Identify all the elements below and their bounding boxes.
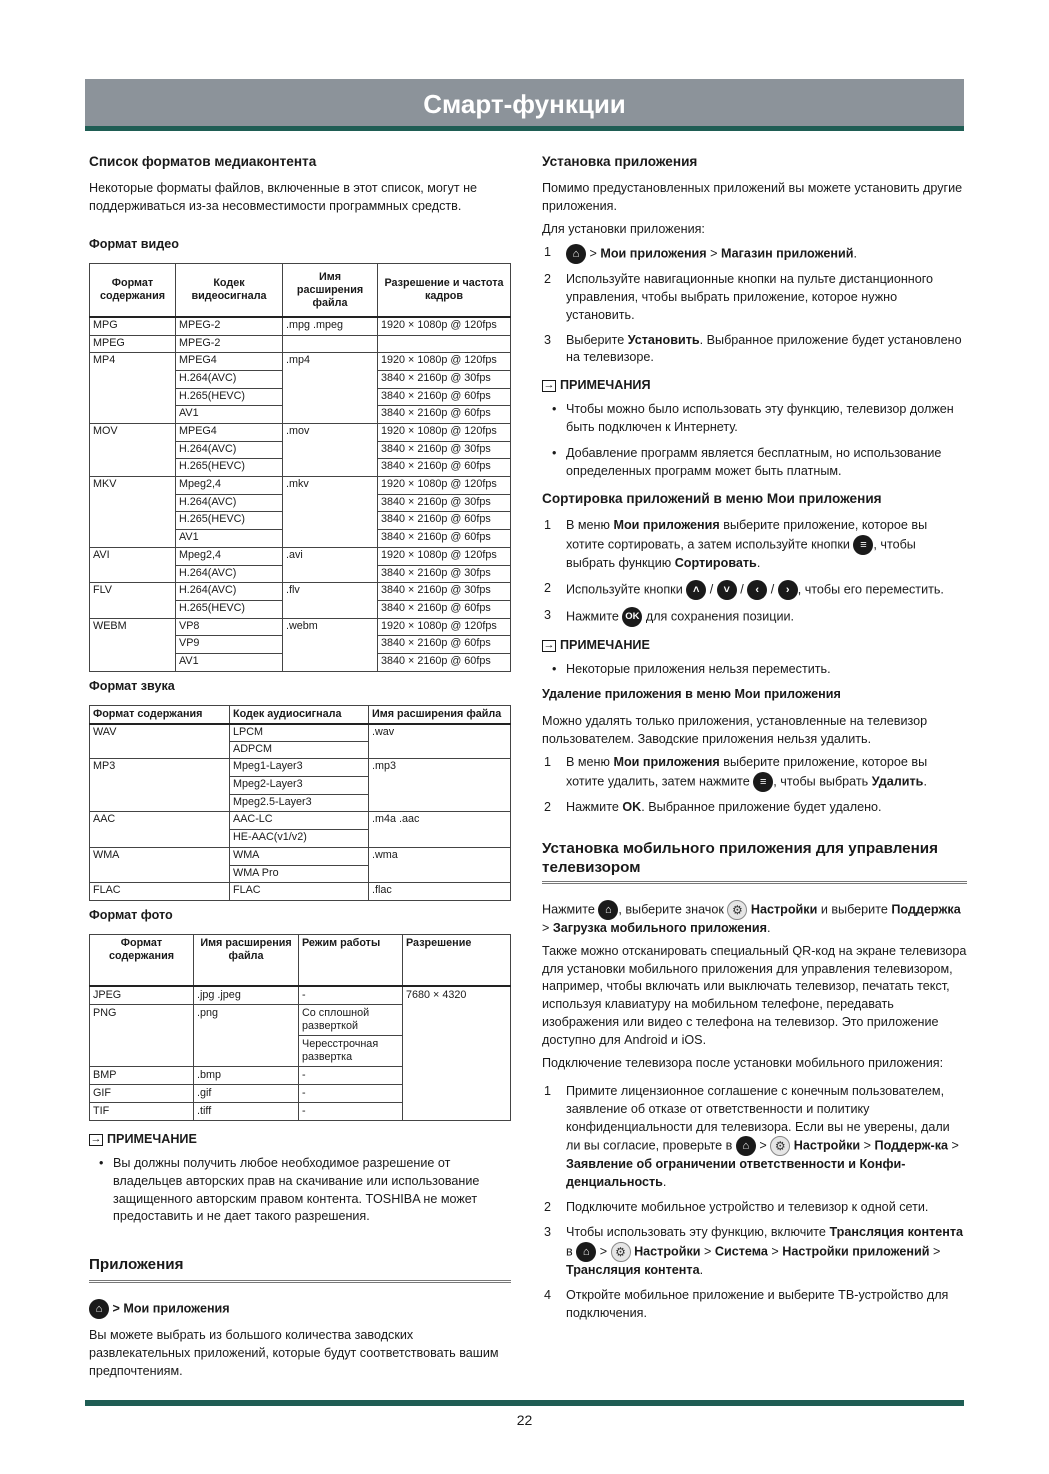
left-column [89,152,511,1385]
video-header-resolution: Разрешение и частота кадров [378,263,511,317]
install-p2: Для установки приложения: [542,222,705,237]
gear-icon: ⚙ [770,1136,790,1156]
video-codec-cell: Mpeg2,4 [176,547,283,565]
install-step1-my-apps: Мои приложения [600,246,707,261]
video-resolution-cell: 3840 × 2160p @ 30fps [378,565,511,583]
audio-codec-cell: ADPCM [230,741,369,759]
video-header-codec: Кодек видеосигнала [176,263,283,317]
right-column [542,152,967,1330]
photo-header-container: Формат содержания [90,934,194,986]
delete-step1-c: выберите приложение, которое вы хотите удалить, затем нажмите [566,755,928,789]
video-resolution-cell: 3840 × 2160p @ 30fps [378,583,511,601]
mobile-step3-sep3: > [929,1244,941,1259]
note-arrow-icon: → [543,638,555,651]
gear-icon: ⚙ [611,1242,631,1262]
photo-format-cell: BMP [90,1067,194,1085]
install-step3-c: . Выбранное приложение будет установлено на телевизоре. [566,332,962,365]
video-codec-cell: H.265(HEVC) [176,600,283,618]
sort-note: • Некоторые приложения нельзя переместить. [542,661,967,679]
media-formats-title: Список форматов медиаконтента [89,154,317,169]
install-step3-a: Выберите [566,332,628,347]
install-step1-store: Магазин приложений [721,246,854,261]
video-ext-cell: .flv [283,583,378,618]
sort-step1-d: , чтобы выбрать функцию [566,537,916,570]
sort-step3-b: для сохранения позиции. [642,609,795,624]
sort-step1-end: . [756,555,761,570]
mobile-p1-settings: Настройки [750,902,818,917]
audio-codec-cell: WMA Pro [230,865,369,883]
video-resolution-cell: 1920 × 1080p @ 120fps [378,353,511,371]
table-row [90,317,511,335]
install-step1-sep2: > [706,246,722,261]
photo-header-resolution: Разрешение [403,934,511,986]
audio-codec-cell: LPCM [230,724,369,742]
mobile-step1-sep: > [860,1138,875,1153]
video-ext-cell: .mp4 [283,353,378,424]
video-resolution-cell: 3840 × 2160p @ 30fps [378,370,511,388]
delete-step1-delete: Удалить [871,774,924,789]
mobile-step-3: 3 Чтобы использовать эту функцию, включите Трансляция контента в ⌂ > ⚙ Настройки > Система > Настройки приложений > Трансляция контента. [544,1225,964,1277]
audio-container-cell: MP3 [90,759,230,812]
sort-step2-a: Используйте кнопки [566,582,687,597]
video-header-ext: Имя расширения файла [283,263,378,317]
media-formats-intro: Некоторые форматы файлов, включенные в этот список, могут не поддерживаться из-за несовместимости программных средств. [89,181,478,214]
mobile-p1-download: Загрузка мобильного приложения [552,920,767,935]
video-ext-cell: .mkv [283,477,378,548]
mobile-divider [542,881,967,884]
sort-note-title-text: ПРИМЕЧАНИЕ [560,637,650,652]
video-container-cell: MPG [90,317,176,335]
audio-ext-cell: .wav [369,724,511,759]
mobile-step3-sep2: > [767,1244,783,1259]
home-icon: ⌂ [598,900,618,920]
delete-step2-a: Нажмите [566,799,623,814]
photo-format-cell: JPEG [90,986,194,1004]
video-container-cell: MPEG [90,335,176,353]
note-arrow-icon: → [90,1132,102,1145]
video-resolution-cell: 3840 × 2160p @ 60fps [378,653,511,671]
video-ext-cell: .mpg .mpeg [283,317,378,335]
mobile-step3-c: в [566,1244,577,1259]
sort-note-title [542,637,967,655]
photo-format-table [89,934,511,1121]
video-container-cell: MOV [90,424,176,477]
mobile-step3-cast2: Трансляция контента [566,1262,700,1277]
video-codec-cell: Mpeg2,4 [176,477,283,495]
mobile-p1-sep: > [542,920,553,935]
install-step2-text: Используйте навигационные кнопки на пульте дистанционного управления, чтобы выбрать приложение, которое нужно установить. [566,271,934,322]
home-icon: ⌂ [566,244,586,264]
video-resolution-cell: 3840 × 2160p @ 60fps [378,636,511,654]
video-codec-cell: MPEG-2 [176,317,283,335]
right-icon: › [778,580,798,600]
table-row [90,812,511,830]
install-steps [542,244,967,367]
table-row [90,583,511,601]
audio-table-header [90,705,511,723]
photo-mode-cell: - [299,1067,403,1085]
video-resolution-cell: 1920 × 1080p @ 120fps [378,547,511,565]
install-p1: Помимо предустановленных приложений вы можете установить другие приложения. [542,181,963,214]
video-resolution-cell: 1920 × 1080p @ 120fps [378,317,511,335]
install-notes [542,401,967,481]
photo-format-cell: TIF [90,1102,194,1120]
mobile-p1-a: Нажмите [542,902,599,917]
delete-step1-my-apps: Мои приложения [613,755,720,770]
photo-mode-cell: - [299,1084,403,1102]
video-container-cell: FLV [90,583,176,618]
install-step-3: 3 Выберите Установить. Выбранное приложение будет установлено на телевизоре. [544,332,962,365]
copyright-note-title [89,1131,511,1149]
audio-header-codec: Кодек аудиосигнала [230,705,369,723]
mobile-step3-end: . [699,1262,704,1277]
install-note-2: • Добавление программ является бесплатным, но использование определенных программ может быть платным. [542,445,967,481]
mobile-step3-cast: Трансляция контента [829,1225,964,1240]
audio-codec-cell: Mpeg2-Layer3 [230,777,369,795]
video-resolution-cell: 1920 × 1080p @ 120fps [378,618,511,636]
video-resolution-cell: 3840 × 2160p @ 60fps [378,388,511,406]
install-step-1: 1 ⌂ > Мои приложения > Магазин приложений. [542,244,967,264]
delete-steps [542,754,967,817]
video-header-container: Формат содержания [90,263,176,317]
table-row [90,618,511,636]
video-codec-cell: H.264(AVC) [176,565,283,583]
video-resolution-cell [378,335,511,353]
install-step1-sep: > [586,246,601,261]
table-row [90,883,511,901]
delete-step2-c: . Выбранное приложение будет удалено. [641,799,882,814]
audio-ext-cell: .m4a .aac [369,812,511,847]
note-title-text: ПРИМЕЧАНИЕ [107,1131,197,1146]
video-codec-cell: VP9 [176,636,283,654]
photo-ext-cell: .png [194,1005,299,1067]
sort-step1-sort: Сортировать [674,555,757,570]
video-codec-cell: MPEG4 [176,353,283,371]
photo-table-header [90,934,511,986]
delete-step1-a: В меню [566,755,614,770]
audio-codec-cell: HE-AAC(v1/v2) [230,830,369,848]
mobile-step1-support: Поддерж-ка [874,1138,949,1153]
audio-format-title: Формат звука [89,678,175,693]
delete-step1-end: . [923,774,927,789]
mobile-p1-support: Поддержка [891,902,961,917]
mobile-step3-app-settings: Настройки приложений [782,1244,930,1259]
apps-section [89,1254,511,1380]
sort-step1-my-apps: Мои приложения [613,517,720,532]
sort-notes [542,661,967,679]
gear-icon: ⚙ [727,900,747,920]
left-icon: ‹ [747,580,767,600]
copyright-note-list [89,1155,511,1227]
video-container-cell: AVI [90,547,176,582]
down-icon: ˅ [717,580,737,600]
up-icon: ˄ [686,580,706,600]
video-ext-cell: .avi [283,547,378,582]
audio-codec-cell: FLAC [230,883,369,901]
video-codec-cell: AV1 [176,406,283,424]
mobile-step2-text: Подключите мобильное устройство и телевизор к одной сети. [566,1200,929,1215]
photo-format-title: Формат фото [89,907,173,922]
photo-ext-cell: .gif [194,1084,299,1102]
sort-title: Сортировка приложений в меню Мои приложения [542,490,882,506]
audio-container-cell: AAC [90,812,230,847]
sort-step-3: 3 Нажмите OK для сохранения позиции. [542,607,967,627]
audio-ext-cell: .mp3 [369,759,511,812]
mobile-step-4: 4 Откройте мобильное приложение и выберите ТВ-устройство для подключения. [544,1287,949,1320]
apps-text: Вы можете выбрать из большого количества заводских развлекательных приложений, которые будут соответствовать вашим предпочтениям. [89,1327,499,1378]
video-ext-cell: .webm [283,618,378,671]
table-row [90,477,511,495]
mobile-steps [542,1083,967,1323]
video-container-cell: MKV [90,477,176,548]
sort-step1-c: выберите приложение, которое вы хотите сортировать, а затем используйте кнопки [566,517,928,552]
install-step1-end: . [853,246,857,261]
page-title: Смарт-функции [423,89,626,119]
audio-codec-cell: AAC-LC [230,812,369,830]
mobile-step3-system: Система [714,1244,768,1259]
mobile-step1-sep2: > [948,1138,959,1153]
delete-step2-ok: OK [622,799,642,814]
delete-step-1: 1 В меню Мои приложения выберите приложение, которое вы хотите удалить, затем нажмите ≡ , чтобы выбрать Удалить. [542,754,967,792]
menu-icon: ≡ [853,535,873,555]
photo-mode-cell: - [299,986,403,1004]
delete-step1-d: , чтобы выбрать [773,774,872,789]
sort-step-2: 2 Используйте кнопки ˄ / ˅ / ‹ / › , чтобы его переместить. [542,580,967,600]
mobile-section [542,839,967,1323]
photo-mode-cell: Чересстрочная развертка [299,1036,403,1067]
mobile-title: Установка мобильного приложения для управления телевизором [542,839,938,876]
photo-format-cell: GIF [90,1084,194,1102]
video-codec-cell: VP8 [176,618,283,636]
table-row [90,353,511,371]
audio-container-cell: FLAC [90,883,230,901]
video-resolution-cell: 3840 × 2160p @ 60fps [378,459,511,477]
mobile-p1 [542,900,967,938]
mobile-step1-a: Примите лицензионное соглашение с конечным пользователем, заявление об отказе от ответственности и политику конфиденциальности для телевизора. Если вы не уверены, дали ли вы согласие, проверьте в [566,1083,950,1153]
install-notes-title [542,377,967,395]
audio-table-body [90,724,511,901]
photo-ext-cell: .jpg .jpeg [194,986,299,1004]
mobile-step-1: 1 Примите лицензионное соглашение с конечным пользователем, заявление об отказе от ответственности и политику конфиденциальности для телевизора. Если вы не уверены, дали ли вы согласие, проверьте в ⌂ > ⚙ Настройки > Поддерж-ка > Заявление об ограничении ответственности и Конфи-денциальность. [544,1083,959,1190]
sort-steps [542,517,967,627]
photo-resolution-cell: 7680 × 4320 [403,986,511,1120]
table-row [90,759,511,777]
photo-mode-cell: - [299,1102,403,1120]
video-codec-cell: H.264(AVC) [176,370,283,388]
video-resolution-cell: 1920 × 1080p @ 120fps [378,477,511,495]
apps-path [89,1299,511,1319]
audio-format-table [89,705,511,901]
video-codec-cell: H.265(HEVC) [176,512,283,530]
video-resolution-cell: 3840 × 2160p @ 60fps [378,530,511,548]
delete-step-2: 2 Нажмите OK. Выбранное приложение будет удалено. [544,799,882,814]
photo-header-mode: Режим работы [299,934,403,986]
table-row [90,986,511,1004]
audio-codec-cell: Mpeg2.5-Layer3 [230,794,369,812]
mobile-step3-a: Чтобы использовать эту функцию, включите [566,1225,830,1240]
video-resolution-cell: 3840 × 2160p @ 30fps [378,494,511,512]
mobile-step3-settings: Настройки [634,1244,701,1259]
photo-ext-cell: .bmp [194,1067,299,1085]
audio-header-ext: Имя расширения файла [369,705,511,723]
video-container-cell: WEBM [90,618,176,671]
ok-icon: OK [622,607,642,627]
video-codec-cell: H.264(AVC) [176,583,283,601]
photo-ext-cell: .tiff [194,1102,299,1120]
video-table-header [90,263,511,317]
apps-title: Приложения [89,1256,184,1274]
mobile-step4-text: Откройте мобильное приложение и выберите ТВ-устройство для подключения. [566,1287,949,1320]
audio-header-container: Формат содержания [90,705,230,723]
video-resolution-cell: 3840 × 2160p @ 60fps [378,512,511,530]
video-resolution-cell: 3840 × 2160p @ 30fps [378,441,511,459]
note-arrow-icon: → [543,379,555,392]
sort-step3-a: Нажмите [566,609,623,624]
video-container-cell: MP4 [90,353,176,424]
audio-codec-cell: WMA [230,847,369,865]
mobile-p1-end: . [766,920,771,935]
apps-path-text: > Мои приложения [112,1301,230,1316]
mobile-p1-b: , выберите значок [618,902,728,917]
audio-ext-cell: .wma [369,847,511,882]
video-resolution-cell: 3840 × 2160p @ 60fps [378,600,511,618]
video-format-table [89,263,511,672]
mobile-step1-end: . [662,1175,667,1190]
table-row [90,424,511,442]
install-step3-install: Установить [627,332,700,347]
video-codec-cell: H.265(HEVC) [176,459,283,477]
audio-codec-cell: Mpeg1-Layer3 [230,759,369,777]
table-row [90,847,511,865]
sort-step-1: 1 В меню Мои приложения выберите приложение, которое вы хотите сортировать, а затем используйте кнопки ≡ , чтобы выбрать функцию Сортировать. [544,517,928,570]
video-codec-cell: H.264(AVC) [176,494,283,512]
home-icon: ⌂ [89,1299,109,1319]
install-step-2: 2 Используйте навигационные кнопки на пульте дистанционного управления, чтобы выбрать приложение, которое нужно установить. [544,271,934,322]
mobile-p3: Подключение телевизора после установки мобильного приложения: [542,1055,944,1070]
video-table-body [90,317,511,671]
table-row [90,724,511,742]
sort-step2-b: , чтобы его переместить. [797,582,944,597]
install-title: Установка приложения [542,154,698,169]
mobile-step1-settings: Настройки [793,1138,861,1153]
photo-header-ext: Имя расширения файла [194,934,299,986]
video-ext-cell: .mov [283,424,378,477]
video-codec-cell: H.265(HEVC) [176,388,283,406]
home-icon: ⌂ [576,1242,596,1262]
page-number: 22 [516,1412,533,1428]
mobile-step-2: 2 Подключите мобильное устройство и телевизор к одной сети. [544,1200,929,1215]
video-codec-cell: MPEG-2 [176,335,283,353]
audio-ext-cell: .flac [369,883,511,901]
mobile-step1-disclaimer: Заявление об ограничении ответственности и Конфи-денциальность [566,1157,906,1190]
table-row [90,547,511,565]
mobile-step3-sep: > [700,1244,715,1259]
page-header [85,79,964,131]
photo-table-body [90,986,511,1120]
mobile-p1-d: и выберите [817,902,892,917]
home-icon: ⌂ [736,1136,756,1156]
video-codec-cell: MPEG4 [176,424,283,442]
mobile-p2: Также можно отсканировать специальный QR-код на экране телевизора для установки мобильного приложения для управления телевизором, например, чтобы включать или выключать телевизор, печатать текст, используя клавиатуру на мобильном телефоне, передавать изображения или видео с телефона на телевизор. Это приложение доступно для Android и iOS. [542,943,967,1048]
video-codec-cell: H.264(AVC) [176,441,283,459]
audio-container-cell: WAV [90,724,230,759]
photo-mode-cell: Со сплошной разверткой [299,1005,403,1036]
apps-divider [89,1280,511,1283]
video-ext-cell [283,335,378,353]
sort-step1-a: В меню [566,517,614,532]
install-note-1: • Чтобы можно было использовать эту функцию, телевизор должен быть подключен к Интернету. [542,401,967,437]
video-resolution-cell: 3840 × 2160p @ 60fps [378,406,511,424]
video-format-title: Формат видео [89,237,179,252]
delete-title: Удаление приложения в меню Мои приложения [542,687,841,702]
photo-format-cell: PNG [90,1005,194,1067]
footer-bar [85,1400,964,1406]
menu-icon: ≡ [753,772,773,792]
video-codec-cell: AV1 [176,530,283,548]
video-codec-cell: AV1 [176,653,283,671]
install-notes-title-text: ПРИМЕЧАНИЯ [560,378,651,393]
delete-p1: Можно удалять только приложения, установленные на телевизор пользователем. Заводские приложения нельзя удалить. [542,714,928,747]
audio-container-cell: WMA [90,847,230,882]
video-resolution-cell: 1920 × 1080p @ 120fps [378,424,511,442]
copyright-note: • Вы должны получить любое необходимое разрешение от владельцев авторских прав на скачивание или использование защищенного авторским правом контента. TOSHIBA не может предоставить и не дает такого разрешения. [89,1155,511,1227]
table-row [90,335,511,353]
